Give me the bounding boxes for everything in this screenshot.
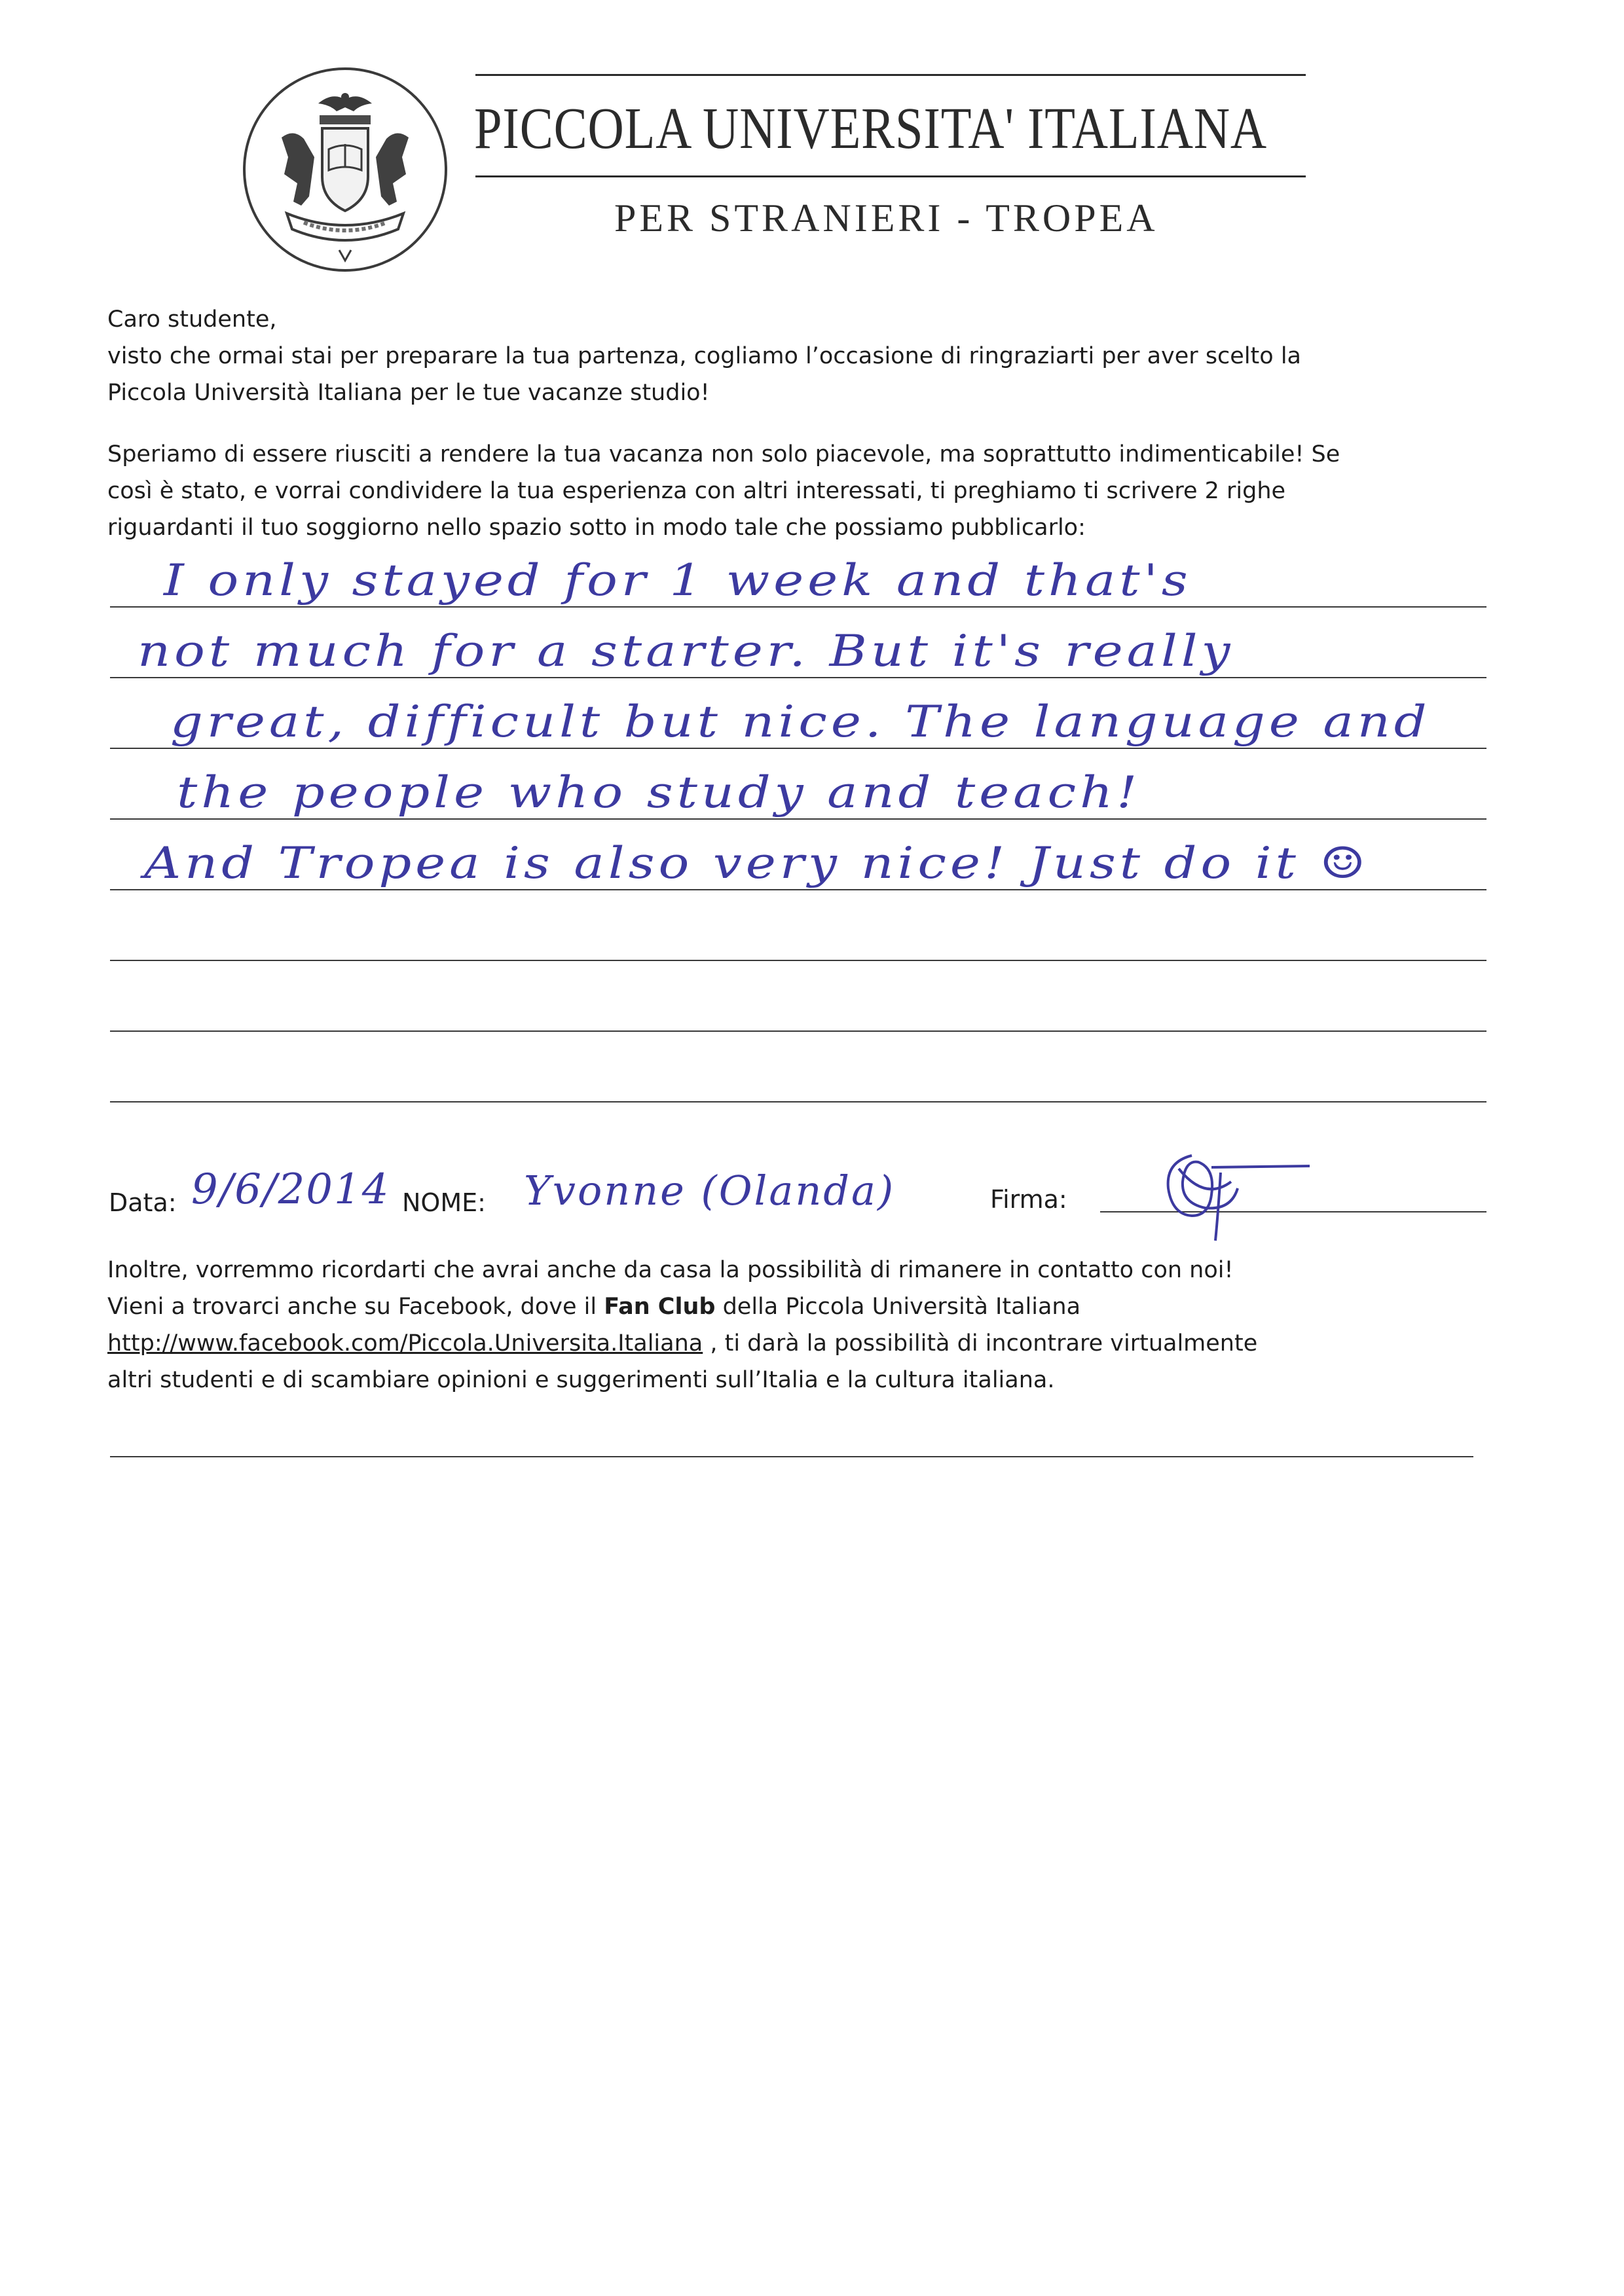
university-name: PICCOLA UNIVERSITA' ITALIANA	[474, 96, 1268, 161]
fan-club-label: Fan Club	[604, 1294, 716, 1320]
closing-line: Inoltre, vorremmo ricordarti che avrai anche da casa la possibilità di rimanere in contatto con noi!	[107, 1257, 1234, 1283]
closing-line: Vieni a trovarci anche su Facebook, dove il Fan Club della Piccola Università Italiana	[107, 1294, 1081, 1320]
handwritten-signature	[1153, 1142, 1323, 1247]
university-crest-icon	[241, 65, 449, 274]
writing-line	[110, 748, 1486, 749]
date-label: Data:	[109, 1188, 177, 1217]
writing-line	[110, 606, 1486, 608]
writing-line	[110, 960, 1486, 961]
request-line: Speriamo di essere riusciti a rendere la tua vacanza non solo piacevole, ma soprattutto indimenticabile! Se	[107, 441, 1340, 467]
writing-line	[110, 818, 1486, 820]
request-line: così è stato, e vorrai condividere la tua esperienza con altri interessati, ti preghiamo ti scrivere 2 righe	[107, 478, 1286, 504]
letterhead-top-rule	[475, 74, 1306, 76]
closing-line: http://www.facebook.com/Piccola.Universita.Italiana , ti darà la possibilità di incontrare virtualmente	[107, 1330, 1258, 1357]
university-subtitle: PER STRANIERI - TROPEA	[614, 196, 1158, 240]
writing-line	[110, 1030, 1486, 1032]
letterhead-bottom-rule	[475, 175, 1306, 177]
intro-paragraph	[107, 301, 1496, 411]
testimonial-line: the people who study and teach!	[177, 767, 1141, 818]
testimonial-line: not much for a starter. But it's really	[138, 626, 1234, 676]
closing-paragraph	[107, 1252, 1496, 1398]
request-paragraph	[107, 436, 1496, 546]
writing-line	[110, 889, 1486, 890]
intro-line: visto che ormai stai per preparare la tua partenza, cogliamo l’occasione di ringraziarti per aver scelto la	[107, 343, 1301, 369]
testimonial-line: I only stayed for 1 week and that's	[164, 555, 1192, 606]
closing-line: altri studenti e di scambiare opinioni e suggerimenti sull’Italia e la cultura italiana.	[107, 1367, 1055, 1393]
request-line: riguardanti il tuo soggiorno nello spazio sotto in modo tale che possiamo pubblicarlo:	[107, 515, 1086, 541]
facebook-link[interactable]: http://www.facebook.com/Piccola.Universita.Italiana	[107, 1330, 703, 1357]
signature-label: Firma:	[990, 1185, 1067, 1214]
date-value: 9/6/2014	[191, 1165, 390, 1214]
footer-rule	[110, 1456, 1473, 1457]
greeting: Caro studente,	[107, 306, 277, 333]
testimonial-line: And Tropea is also very nice! Just do it ☺	[144, 838, 1370, 888]
writing-line	[110, 677, 1486, 678]
testimonial-line: great, difficult but nice. The language and	[170, 697, 1431, 747]
writing-line	[110, 1101, 1486, 1102]
name-label: NOME:	[402, 1188, 486, 1217]
name-value: Yvonne (Olanda)	[524, 1167, 896, 1214]
intro-line: Piccola Università Italiana per le tue vacanze studio!	[107, 380, 710, 406]
